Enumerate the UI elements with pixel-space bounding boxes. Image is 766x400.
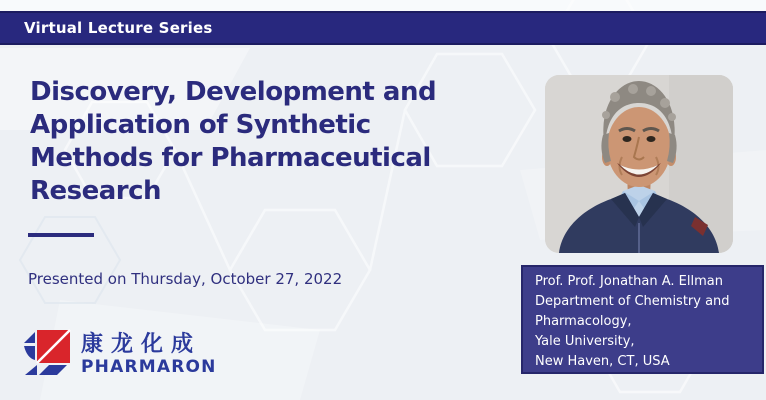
series-title: Virtual Lecture Series — [24, 19, 213, 37]
speaker-location: New Haven, CT, USA — [535, 354, 670, 369]
pharmaron-logo — [22, 329, 217, 377]
logo-latin-name: PHARMARON — [81, 357, 217, 377]
pharmaron-logo-mark — [22, 329, 72, 377]
speaker-affiliation-line: Department of Chemistry and — [535, 294, 730, 309]
speaker-photo — [545, 75, 733, 253]
pharmaron-logo-text — [81, 329, 217, 377]
title-underline — [28, 233, 94, 237]
lecture-title-line: Application of Synthetic — [30, 110, 371, 140]
presented-date: Presented on Thursday, October 27, 2022 — [28, 270, 343, 288]
speaker-portrait-illustration — [545, 75, 733, 253]
lecture-title-line: Research — [30, 176, 162, 206]
logo-chinese-name: 康龙化成 — [81, 331, 202, 357]
speaker-affiliation-line: Pharmacology, — [535, 314, 632, 329]
speaker-caption — [521, 265, 764, 374]
lecture-title-line: Discovery, Development and — [30, 77, 437, 107]
lecture-title — [30, 76, 436, 208]
lecture-title-line: Methods for Pharmaceutical — [30, 143, 431, 173]
speaker-affiliation-line: Yale University, — [535, 334, 635, 349]
speaker-name: Prof. Prof. Jonathan A. Ellman — [535, 274, 723, 289]
header-bar — [0, 11, 766, 45]
